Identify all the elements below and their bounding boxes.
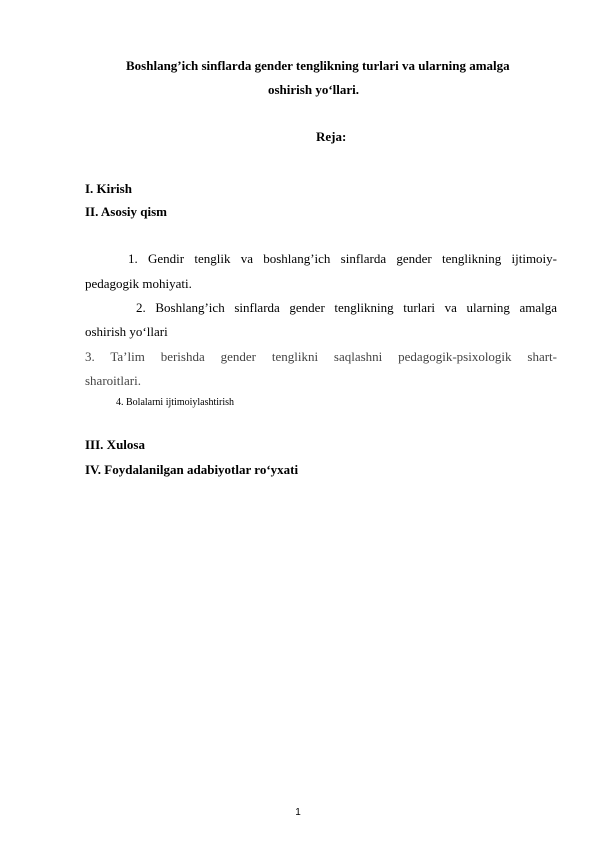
section-main: II. Asosiy qism (85, 204, 167, 219)
plan-item-2-line-2: oshirish yo‘llari (85, 324, 168, 339)
plan-item-1-line-2: pedagogik mohiyati. (85, 276, 192, 291)
plan-heading: Reja: (316, 129, 347, 144)
plan-item-2-line-1: 2. Boshlang’ich sinflarda gender tenglikning turlari va ularning amalga (136, 300, 557, 315)
plan-item-3-line-2: sharoitlari. (85, 373, 141, 388)
page-number: 1 (295, 807, 301, 818)
section-conclusion: III. Xulosa (85, 437, 145, 452)
document-title-line-1: Boshlang’ich sinflarda gender tenglikning turlari va ularning amalga (126, 58, 510, 73)
section-references: IV. Foydalanilgan adabiyotlar ro‘yxati (85, 462, 299, 477)
plan-item-3-line-1: 3. Ta’lim berishda gender tenglikni saqlashni pedagogik-psixologik shart- (85, 349, 557, 364)
section-intro: I. Kirish (85, 181, 132, 196)
document-title-line-2: oshirish yo‘llari. (268, 82, 360, 97)
plan-item-1-line-1: 1. Gendir tenglik va boshlang’ich sinflarda gender tenglikning ijtimoiy- (128, 251, 557, 266)
plan-item-4: 4. Bolalarni ijtimoiylashtirish (116, 397, 235, 408)
